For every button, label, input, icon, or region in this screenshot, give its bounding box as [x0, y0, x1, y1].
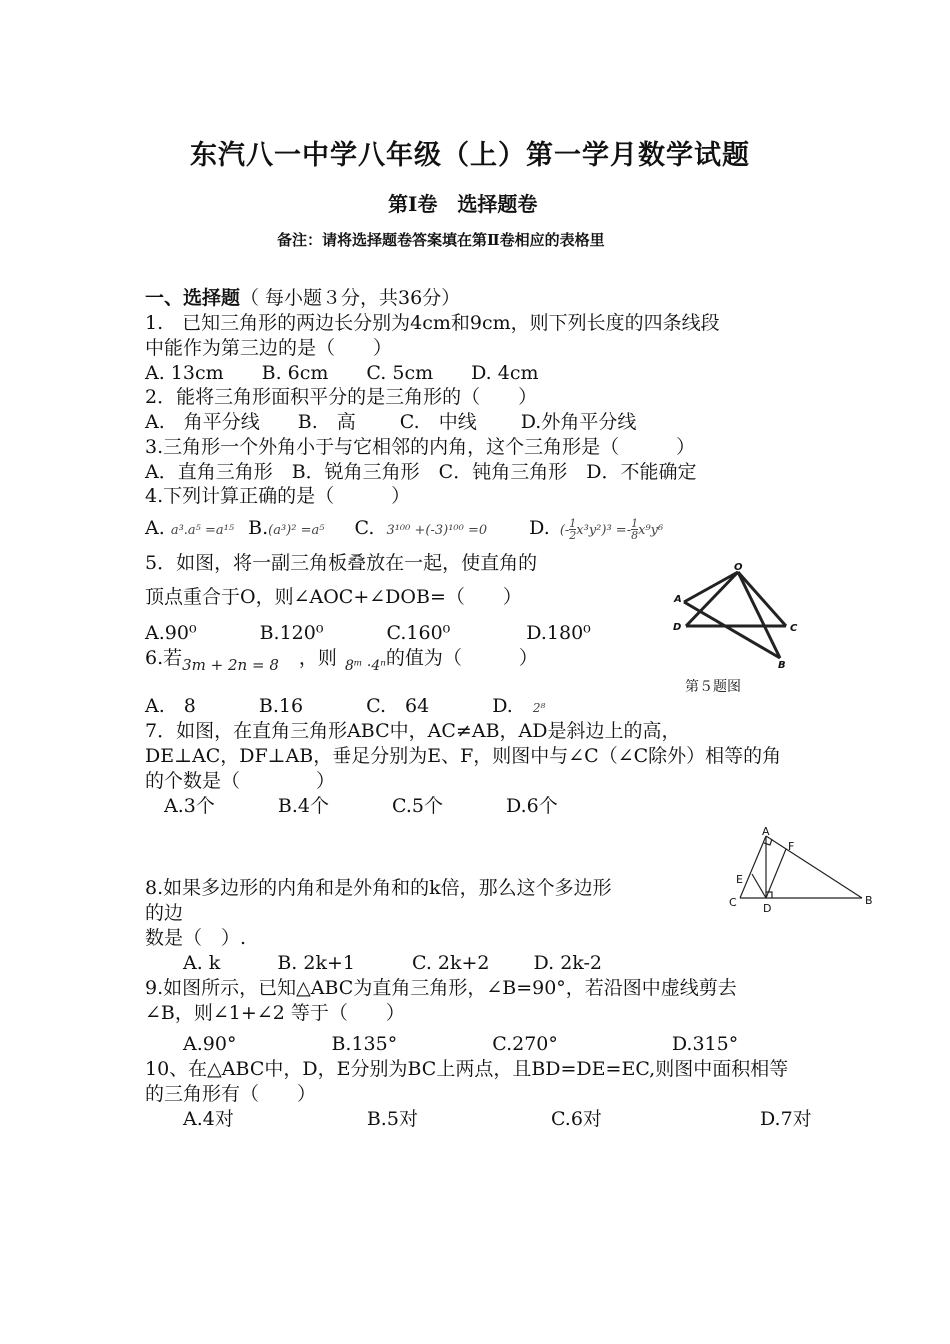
q4-option-a-formula: a³.a⁵ =a¹⁵ [170, 523, 235, 538]
q5-stem-line2: 顶点重合于O，则∠AOC+∠DOB=（ ） [145, 586, 522, 608]
q4-option-d-mid: x³y²)³ =- [576, 523, 632, 538]
q10-stem-line1: 10、在△ABC中，D，E分别为BC上两点，且BD=DE=EC,则图中面积相等 [145, 1058, 789, 1080]
q6-condition-formula: 3m + 2n = 8 [182, 656, 279, 674]
q7-edge-ab [766, 836, 862, 898]
q1-stem-line2: 中能作为第三边的是（ ） [145, 337, 393, 359]
q7-stem-line1: 7．如图，在直角三角形ABC中，AC≠AB，AD是斜边上的高， [145, 720, 681, 742]
q1-options: A. 13cm B. 6cm C. 5cm D. 4cm [145, 362, 539, 384]
q7-label-e: E [736, 873, 743, 886]
q5-label-d: D [673, 622, 682, 633]
q4-option-c-label: C. [354, 517, 375, 539]
q5-label-c: C [790, 623, 798, 634]
q7-options: A.3个 B.4个 C.5个 D.6个 [145, 795, 558, 817]
q5-label-b: B [778, 660, 786, 670]
section-heading [145, 286, 460, 311]
q7-stem-line3: 的个数是（ ） [145, 770, 336, 792]
q1-stem-line1: 1. 已知三角形的两边长分别为4cm和9cm，则下列长度的四条线段 [145, 312, 720, 334]
q5-triangle-figure [668, 560, 808, 670]
section-score: （ 每小题３分，共36分） [240, 287, 461, 309]
q6-stem-pre: 6.若 [145, 647, 183, 669]
q10-stem-line2: 的三角形有（ ） [145, 1083, 317, 1105]
q8-stem-line2: 的边 [145, 902, 184, 924]
q10-options: A.4对 B.5对 C.6对 D.7对 [145, 1108, 812, 1130]
q9-stem-line2: ∠B，则∠1+∠2 等于（ ） [145, 1002, 405, 1024]
q6-expression-formula: 8ᵐ ·4ⁿ [344, 658, 386, 674]
q7-right-angle-a [764, 839, 772, 845]
q4-option-b-label: B. [248, 517, 269, 539]
q5-edge-oa [684, 572, 738, 602]
q9-stem-line1: 9.如图所示，已知△ABC为直角三角形，∠B=90°，若沿图中虚线剪去 [145, 977, 737, 999]
q4-fraction1-denominator: 2 [569, 528, 577, 542]
q6-option-d-formula: 2⁸ [532, 701, 546, 715]
paper-subtitle: 第Ⅰ卷 选择题卷 [388, 192, 538, 216]
q6-options-text: A. 8 B.16 C. 64 D. [145, 695, 513, 717]
q7-label-d: D [763, 902, 772, 915]
q7-label-f: F [788, 840, 795, 853]
q7-label-c: C [729, 896, 737, 909]
q4-option-d-pre: (- [559, 523, 570, 538]
q2-options: A. 角平分线 B. 高 C. 中线 D.外角平分线 [145, 411, 637, 433]
q6-stem-post: 的值为（ ） [385, 647, 538, 669]
q7-edge-ac [740, 836, 766, 898]
page-title: 东汽八一中学八年级（上）第一学月数学试题 [190, 140, 750, 171]
q8-stem-line3: 数是（ ）. [145, 927, 247, 949]
q5-label-a: A [674, 594, 682, 605]
q6-stem [145, 646, 538, 673]
q7-segment-df [766, 849, 786, 898]
q7-segment-de [752, 874, 766, 898]
q5-label-o: O [734, 562, 743, 573]
q4-option-d-label: D. [529, 517, 550, 539]
q4-options [145, 516, 663, 543]
q6-stem-mid: ，则 [298, 647, 337, 669]
q3-options: A．直角三角形 B．锐角三角形 C．钝角三角形 D．不能确定 [145, 461, 697, 483]
q5-options: A.90⁰ B.120⁰ C.160⁰ D.180⁰ [145, 622, 591, 644]
q4-option-d-post: x⁹y⁶ [638, 523, 664, 538]
q3-stem: 3.三角形一个外角小于与它相邻的内角，这个三角形是（ ） [145, 436, 696, 458]
q9-options: A.90° B.135° C.270° D.315° [145, 1033, 739, 1055]
q8-options: A. k B. 2k+1 C. 2k+2 D. 2k-2 [145, 952, 602, 974]
q4-stem: 4.下列计算正确的是（ ） [145, 485, 411, 507]
q7-label-b: B [865, 894, 873, 907]
q7-triangle-figure [726, 826, 876, 916]
instruction-note: 备注：请将选择题卷答案填在第Ⅱ卷相应的表格里 [277, 231, 605, 249]
section-title: 一、选择题 [145, 287, 241, 309]
q6-options [145, 694, 545, 721]
q5-stem-line1: 5．如图，将一副三角板叠放在一起，使直角的 [145, 552, 538, 574]
q4-option-c-formula: 3¹⁰⁰ +(-3)¹⁰⁰ =0 [386, 523, 488, 538]
q5-figure-caption: 第５题图 [685, 679, 741, 695]
q2-stem: 2．能将三角形面积平分的是三角形的（ ） [145, 386, 538, 408]
q7-label-a: A [762, 826, 770, 838]
q4-fraction2-numerator: 1 [631, 516, 639, 530]
q4-option-b-formula: (a³)² =a⁵ [268, 523, 325, 538]
q8-stem-line1: 8.如果多边形的内角和是外角和的k倍，那么这个多边形 [145, 877, 612, 899]
q4-fraction2-denominator: 8 [631, 528, 639, 542]
q7-stem-line2: DE⊥AC，DF⊥AB，垂足分别为E、F，则图中与∠C（∠C除外）相等的角 [145, 745, 782, 767]
q4-fraction1-numerator: 1 [569, 516, 577, 530]
q4-option-a-label: A. [145, 517, 165, 539]
